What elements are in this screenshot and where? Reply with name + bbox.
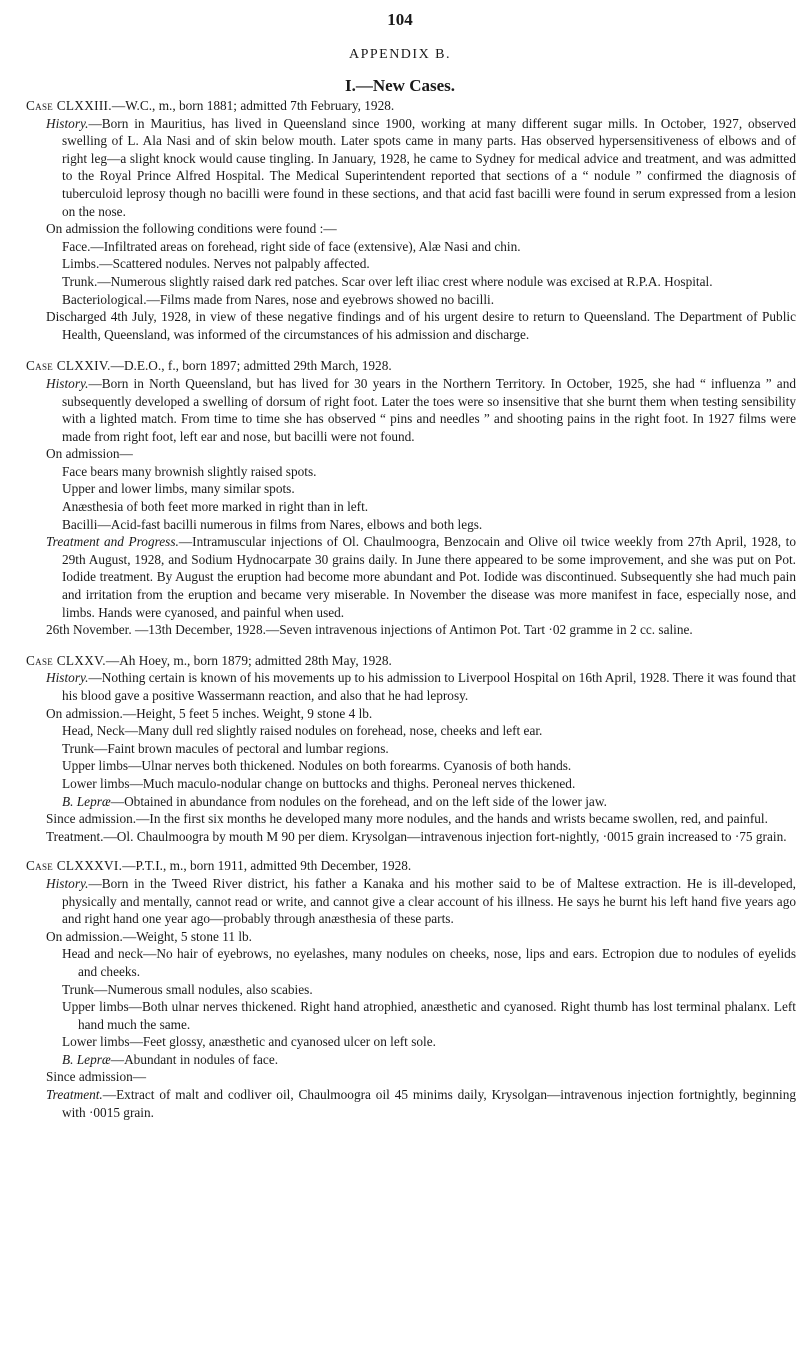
case-label: Case CLXXV. (26, 652, 106, 668)
paragraph-text: —Born in the Tweed River district, his father a Kanaka and his mother said to be of Maltese extraction. He is ill-developed, physically and mentally, cannot read or write, and cannot give a clear account of his illness. He says he burnt his left hand five years ago and right hand one year ago—probably through anæsthesia of these parts. (62, 875, 796, 927)
case-patient-info: —P.T.I., m., born 1911, admitted 9th December, 1928. (122, 858, 412, 874)
finding-line (62, 775, 796, 793)
finding-line (62, 480, 796, 498)
case-patient-info: —W.C., m., born 1881; admitted 7th February, 1928. (111, 98, 395, 113)
paragraph-text: On admission— (46, 446, 133, 462)
paragraph-text: On admission the following conditions were found :— (46, 221, 337, 237)
case-paragraph (46, 445, 796, 463)
finding-line (62, 498, 796, 516)
paragraph-text: Upper and lower limbs, many similar spots. (62, 481, 295, 497)
case-paragraph (46, 533, 796, 621)
paragraph-lead: History. (46, 875, 89, 891)
paragraph-text: Trunk—Faint brown macules of pectoral and lumbar regions. (62, 740, 389, 756)
finding-line (62, 238, 796, 256)
case-paragraph (46, 375, 796, 445)
finding-line (62, 291, 796, 309)
paragraph-text: Bacteriological.—Films made from Nares, nose and eyebrows showed no bacilli. (62, 291, 495, 307)
finding-line (62, 740, 796, 758)
case-paragraph (46, 115, 796, 221)
paragraph-text: Face.—Infiltrated areas on forehead, right side of face (extensive), Alæ Nasi and chin. (62, 238, 521, 254)
paragraph-text: —Born in Mauritius, has lived in Queensland since 1900, working at many different sugar mills. In October, 1927, observed swelling of L. Ala Nasi and of skin below mouth. Later spots came in many parts. Has observed hypersensitiveness of elbows and of right leg—a slight knock would cause tingling. In January, 1928, he came to Sydney for medical advice and treatment, and was admitted to the Royal Prince Alfred Hospital. The Medical Superintendent reported that sections of a “ nodule ” confirmed the diagnosis of tuberculoid leprosy though no bacilli were found in these sections, and that acid fast bacilli were found in serum expressed from a lesion on the nose. (62, 115, 796, 219)
paragraph-text: Trunk—Numerous small nodules, also scabies. (62, 981, 313, 997)
case-record (26, 857, 796, 1121)
case-header (26, 97, 796, 115)
case-record (26, 652, 796, 846)
finding-line (62, 1051, 796, 1069)
case-header (26, 652, 796, 670)
paragraph-text: Lower limbs—Feet glossy, anæsthetic and cyanosed ulcer on left sole. (62, 1034, 436, 1050)
section-title: I.—New Cases. (344, 76, 456, 95)
case-paragraph (46, 308, 796, 343)
case-record (26, 357, 796, 639)
finding-line (62, 757, 796, 775)
case-label: Case CLXXIII. (26, 98, 112, 113)
paragraph-text: —Obtained in abundance from nodules on the forehead, and on the left side of the lower jaw. (110, 793, 607, 809)
case-paragraph (46, 875, 796, 928)
paragraph-text: Upper limbs—Ulnar nerves both thickened. Nodules on both forearms. Cyanosis of both hands. (62, 758, 572, 774)
finding-line (62, 273, 796, 291)
paragraph-text: Face bears many brownish slightly raised spots. (62, 463, 317, 479)
finding-line (62, 945, 796, 980)
case-paragraph (46, 928, 796, 946)
paragraph-text: —Intramuscular injections of Ol. Chaulmoogra, Benzocain and Olive oil twice weekly from 27th April, 1928, to 29th August, 1928, and Sodium Hydnocarpate 30 grains daily. In June there appeared to be some improvement, and she was put on Pot. Iodide treatment. By August the eruption had become more abundant and Pot. Iodide was discontinued. Subsequently she had much pain and irritation from the eruption and became very miserable. In November the disease was more manifest in face, especially nose, and limbs. Hands were cyanosed, and painful when used. (62, 534, 796, 620)
paragraph-text: Upper limbs—Both ulnar nerves thickened. Right hand atrophied, anæsthetic and cyanosed. Right thumb has lost terminal phalanx. Left hand much the same. (62, 999, 796, 1032)
paragraph-text: —Nothing certain is known of his movements up to his admission to Liverpool Hospital on 16th April, 1928. There it was found that his blood gave a positive Wassermann reaction, and also that he had leprosy. (62, 670, 796, 703)
finding-line (62, 998, 796, 1033)
paragraph-lead: B. Lepræ (62, 1051, 111, 1067)
paragraph-text: —Born in North Queensland, but has lived for 30 years in the Northern Territory. In October, 1925, she had “ influenza ” and subsequently developed a swelling of dorsum of right foot. Later the toes were so insensitive that she burnt them when testing sensibility with a lighted match. From time to time she has observed “ pins and needles ” and shooting pains in the right foot. In 1927 films were made from right foot, left ear and nose, but bacilli were not found. (62, 375, 796, 444)
finding-line (62, 463, 796, 481)
paragraph-lead: History. (46, 670, 89, 686)
case-patient-info: —D.E.O., f., born 1897; admitted 29th March, 1928. (110, 358, 392, 374)
case-record (26, 97, 796, 343)
paragraph-text: 26th November. —13th December, 1928.—Seven intravenous injections of Antimon Pot. Tart ·02 gramme in 2 cc. saline. (46, 622, 693, 638)
paragraph-text: On admission.—Weight, 5 stone 11 lb. (46, 928, 253, 944)
case-paragraph (46, 1086, 796, 1121)
paragraph-text: Trunk.—Numerous slightly raised dark red patches. Scar over left iliac crest where nodule was excised at R.P.A. Hospital. (62, 273, 713, 289)
case-label: Case CLXXXVI. (26, 858, 123, 874)
case-paragraph (46, 1068, 796, 1086)
case-paragraph (46, 828, 796, 846)
paragraph-text: Bacilli—Acid-fast bacilli numerous in films from Nares, elbows and both legs. (62, 516, 483, 532)
paragraph-lead: Treatment and Progress. (46, 534, 179, 550)
finding-line (62, 255, 796, 273)
paragraph-text: —Extract of malt and codliver oil, Chaulmoogra oil 45 minims daily, Krysolgan—intravenous injection fortnightly, beginning with ·0015 grain. (62, 1087, 796, 1120)
paragraph-text: Treatment.—Ol. Chaulmoogra by mouth M 90 per diem. Krysolgan—intravenous injection fort-nightly, ·0015 grain increased to ·75 grain. (46, 828, 787, 844)
paragraph-text: Lower limbs—Much maculo-nodular change on buttocks and thighs. Peroneal nerves thickened. (62, 775, 576, 791)
appendix-title: APPENDIX B. (348, 47, 452, 62)
paragraph-lead: History. (46, 115, 89, 131)
case-header (26, 357, 796, 375)
case-paragraph (46, 220, 796, 238)
paragraph-lead: History. (46, 375, 89, 391)
finding-line (62, 1033, 796, 1051)
finding-line (62, 516, 796, 534)
page-number: 104 (387, 10, 413, 29)
paragraph-lead: Treatment. (46, 1087, 103, 1103)
case-paragraph (46, 669, 796, 704)
case-paragraph (46, 705, 796, 723)
paragraph-text: Head and neck—No hair of eyebrows, no eyelashes, many nodules on cheeks, nose, lips and ears. Ectropion due to nodules of eyelids and cheeks. (62, 946, 796, 979)
paragraph-text: —Abundant in nodules of face. (110, 1051, 279, 1067)
paragraph-text: Anæsthesia of both feet more marked in right than in left. (62, 499, 369, 515)
paragraph-text: Head, Neck—Many dull red slightly raised nodules on forehead, nose, cheeks and left ear. (62, 723, 543, 739)
finding-line (62, 722, 796, 740)
case-label: Case CLXXIV. (26, 358, 111, 374)
document-body (26, 97, 796, 1121)
paragraph-text: Discharged 4th July, 1928, in view of these negative findings and of his urgent desire to return to Queensland. The Department of Public Health, Queensland, was informed of the circumstances of his admission and discharge. (46, 309, 796, 342)
case-patient-info: —Ah Hoey, m., born 1879; admitted 28th May, 1928. (105, 652, 392, 668)
paragraph-text: Limbs.—Scattered nodules. Nerves not palpably affected. (62, 256, 370, 272)
paragraph-text: Since admission.—In the first six months he developed many more nodules, and the hands and wrists became swollen, red, and painful. (46, 811, 768, 827)
finding-line (62, 981, 796, 999)
finding-line (62, 793, 796, 811)
case-header (26, 857, 796, 875)
paragraph-text: On admission.—Height, 5 feet 5 inches. Weight, 9 stone 4 lb. (46, 705, 373, 721)
paragraph-lead: B. Lepræ (62, 793, 111, 809)
case-paragraph (46, 810, 796, 828)
case-paragraph (46, 621, 796, 639)
paragraph-text: Since admission— (46, 1069, 147, 1085)
